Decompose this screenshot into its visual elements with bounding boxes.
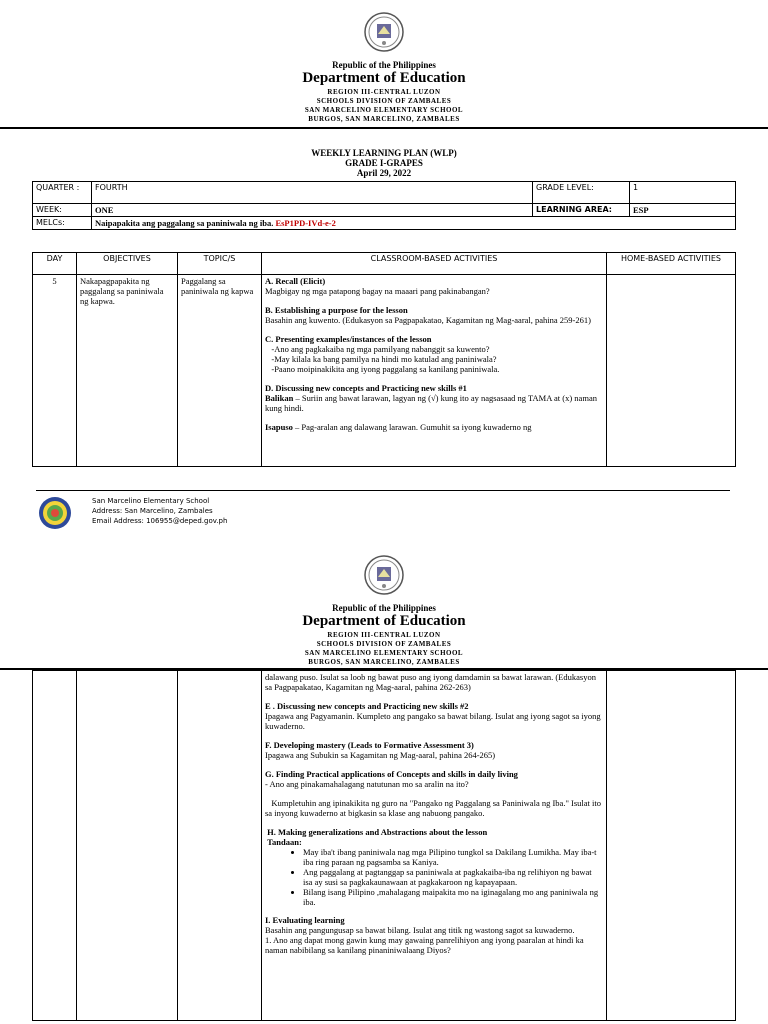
applications-task: Kumpletuhin ang ipinakikita ng guro na "Pangako ng Paggalang sa Paniniwala ng Iba." Isulat ito sa inyong kuwaderno at bigkasin sa klase ang nabuong pangako. xyxy=(265,798,602,818)
tandaan-item: • May iba't ibang paniniwala nag mga Pilipino tungkol sa Dakilang Lumikha. May iba-t iba ring paraan ng pagsamba sa Kaniya. xyxy=(303,847,603,867)
isapuso-text: – Pag-aralan ang dalawang larawan. Gumuhit sa iyong kuwaderno ng xyxy=(292,422,532,432)
day-header: DAY xyxy=(33,253,77,275)
republic-label: Republic of the Philippines xyxy=(332,60,436,70)
melcs-cell xyxy=(92,217,736,230)
evaluation-title: I. Evaluating learning xyxy=(265,915,345,925)
objectives-value: Nakapagpapakita ng paggalang sa paniniwala ng kapwa. xyxy=(77,275,178,467)
mastery-text: Ipagawa ang Subukin sa Kagamitan ng Mag-aaral, pahina 264-265) xyxy=(265,750,496,760)
quarter-value: FOURTH xyxy=(92,182,533,204)
header-rule xyxy=(0,127,768,129)
grade-level-label: GRADE LEVEL: xyxy=(533,182,630,204)
wlp-title: WEEKLY LEARNING PLAN (WLP) xyxy=(311,148,457,158)
footer-rule xyxy=(36,490,730,491)
info-table xyxy=(32,181,736,230)
generalization-title: H. Making generalizations and Abstractions about the lesson xyxy=(267,827,488,837)
department-label: Department of Education xyxy=(302,70,466,86)
applications-title: G. Finding Practical applications of Concepts and skills in daily living xyxy=(265,769,518,779)
footer-address: Address: San Marcelino, Zambales xyxy=(92,507,213,515)
examples-title: C. Presenting examples/instances of the lesson xyxy=(265,334,432,344)
grade-level-value: 1 xyxy=(630,182,736,204)
tandaan-label: Tandaan: xyxy=(267,837,302,847)
examples-question-1: -Ano ang pagkakaiba ng mga pamilyang nabanggit sa kuwento? xyxy=(271,344,490,354)
school-label: SAN MARCELINO ELEMENTARY SCHOOL xyxy=(304,106,464,114)
tandaan-item: • Ang paggalang at pagtanggap sa paniniwala at pagkakaiba-iba ng relihiyon ng bawat isa ay susi sa pagkakaunawaan at pagkakaroon ng kapayapaan. xyxy=(303,867,603,887)
republic-label-2: Republic of the Philippines xyxy=(332,603,436,613)
activities-table-continued xyxy=(32,670,736,1021)
day-cell-cont xyxy=(33,671,77,1021)
topics-cell-cont xyxy=(178,671,262,1021)
balikan-label: Balikan xyxy=(265,393,294,403)
balikan-text: – Suriin ang bawat larawan, lagyan ng (√) kung ito ay nagsasaad ng TAMA at (x) naman kung hindi. xyxy=(265,393,597,413)
evaluation-instructions: Basahin ang pangungusap sa bawat bilang. Isulat ang titik ng wastong sagot sa kuwaderno. xyxy=(265,925,575,935)
address-label-2: BURGOS, SAN MARCELINO, ZAMBALES xyxy=(308,658,460,666)
isapuso-label: Isapuso xyxy=(265,422,293,432)
classroom-activities-cell-cont xyxy=(262,671,607,1021)
school-logo xyxy=(38,496,72,530)
region-label: REGION III-CENTRAL LUZON xyxy=(327,88,441,96)
school-label-2: SAN MARCELINO ELEMENTARY SCHOOL xyxy=(304,649,464,657)
objectives-cell-cont xyxy=(77,671,178,1021)
recall-title: A. Recall (Elicit) xyxy=(265,276,326,286)
concepts2-text: Ipagawa ang Pagyamanin. Kumpleto ang pangako sa bawat bilang. Isulat ang iyong sagot sa iyong kuwaderno. xyxy=(265,711,601,731)
recall-text: Magbigay ng mga patapong bagay na maaari pang pakinabangan? xyxy=(265,286,490,296)
objectives-header: OBJECTIVES xyxy=(77,253,178,275)
mastery-title: F. Developing mastery (Leads to Formative Assessment 3) xyxy=(265,740,474,750)
examples-question-3: -Paano moipinakikita ang iyong paggalang sa kanilang paniniwala. xyxy=(271,364,500,374)
topics-header: TOPIC/S xyxy=(178,253,262,275)
plan-date: April 29, 2022 xyxy=(356,168,412,178)
examples-question-2: -May kilala ka bang pamilya na hindi mo katulad ang paniniwala? xyxy=(271,354,497,364)
region-label-2: REGION III-CENTRAL LUZON xyxy=(327,631,441,639)
learning-area-label: LEARNING AREA: xyxy=(533,204,630,217)
learning-area-value: ESP xyxy=(630,204,736,217)
deped-seal-top xyxy=(364,12,404,52)
purpose-text: Basahin ang kuwento. (Edukasyon sa Pagpapakatao, Kagamitan ng Mag-aaral, pahina 259-261) xyxy=(265,315,591,325)
footer-email: Email Address: 106955@deped.gov.ph xyxy=(92,517,228,525)
quarter-label: QUARTER : xyxy=(33,182,92,204)
deped-seal-page2 xyxy=(364,555,404,595)
evaluation-question-1: 1. Ano ang dapat mong gawin kung may gawaing panrelihiyon ang iyong paaralan at hindi ka naman nabibilang sa kanilang pinaniniwalaang Diyos? xyxy=(265,935,584,955)
purpose-title: B. Establishing a purpose for the lesson xyxy=(265,305,408,315)
home-activities-cell xyxy=(607,275,736,467)
division-label-2: SCHOOLS DIVISION OF ZAMBALES xyxy=(316,640,452,648)
melcs-code: EsP1PD-IVd-e-2 xyxy=(275,218,336,228)
melcs-text: Naipapakita ang paggalang sa paniniwala ng iba. xyxy=(95,218,274,228)
home-activities-cell-cont xyxy=(607,671,736,1021)
grade-section-title: GRADE I-GRAPES xyxy=(345,158,423,168)
week-label: WEEK: xyxy=(33,204,92,217)
applications-question: - Ano ang pinakamahalagang natutunan mo sa aralin na ito? xyxy=(265,779,469,789)
activities-table xyxy=(32,252,736,467)
isapuso-continued: dalawang puso. Isulat sa loob ng bawat puso ang iyong damdamin sa bawat larawan. (Edukasyon sa Pagpapakatao, Kagamitan ng Mag-aaral, pahina 262-263) xyxy=(265,672,596,692)
tandaan-list xyxy=(265,847,603,907)
tandaan-item: • Bilang isang Pilipino ,mahalagang maipakita mo na iginagalang mo ang paniniwala ng iba. xyxy=(303,887,603,907)
classroom-activities-cell xyxy=(262,275,607,467)
topics-value: Paggalang sa paniniwala ng kapwa xyxy=(178,275,262,467)
classroom-activities-header: CLASSROOM-BASED ACTIVITIES xyxy=(262,253,607,275)
concepts2-title: E . Discussing new concepts and Practicing new skills #2 xyxy=(265,701,469,711)
home-activities-header: HOME-BASED ACTIVITIES xyxy=(607,253,736,275)
week-value: ONE xyxy=(92,204,533,217)
division-label: SCHOOLS DIVISION OF ZAMBALES xyxy=(316,97,452,105)
address-label: BURGOS, SAN MARCELINO, ZAMBALES xyxy=(308,115,460,123)
department-label-2: Department of Education xyxy=(302,613,466,629)
melcs-label: MELCs: xyxy=(33,217,92,230)
concepts1-title: D. Discussing new concepts and Practicing new skills #1 xyxy=(265,383,467,393)
footer-school: San Marcelino Elementary School xyxy=(92,497,210,505)
day-value: 5 xyxy=(33,275,77,467)
